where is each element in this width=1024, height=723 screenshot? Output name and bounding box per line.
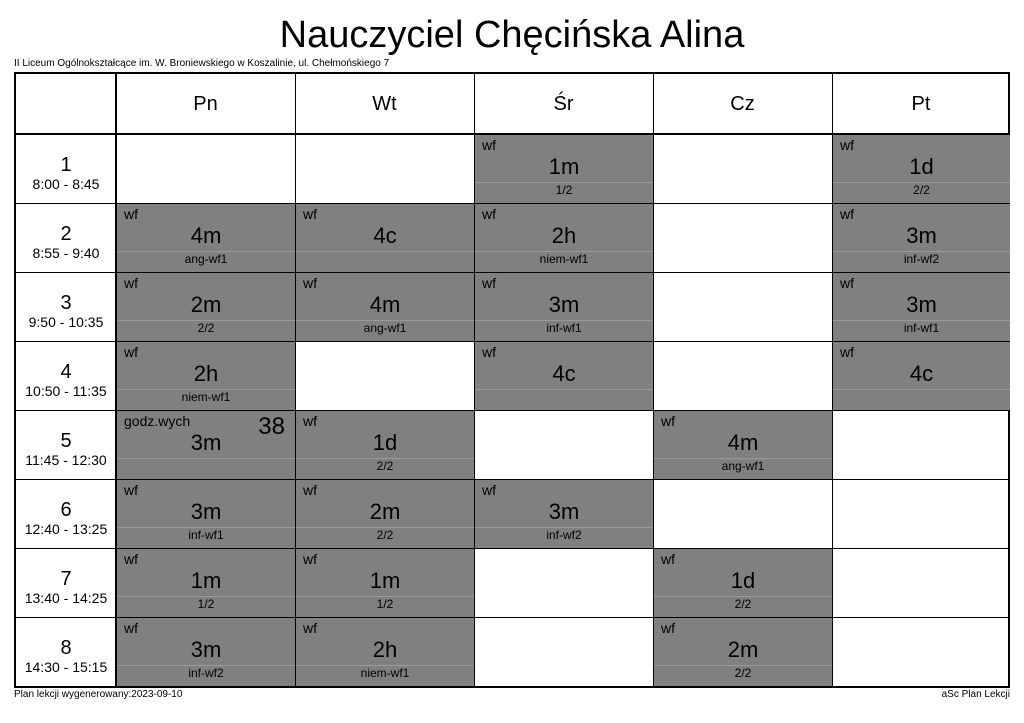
lesson-subject: wf (124, 551, 138, 567)
lesson-subject: wf (482, 275, 496, 291)
period-number: 6 (60, 499, 72, 521)
lesson-subject: wf (124, 344, 138, 360)
lesson-class: 3m (190, 499, 222, 524)
lesson-group: niem-wf1 (181, 390, 231, 404)
lesson-group: 1/2 (197, 597, 215, 611)
lesson-group: 1/2 (555, 183, 573, 197)
lesson-divider (117, 458, 295, 459)
period-number: 8 (60, 637, 72, 659)
lesson-class: 3m (548, 292, 580, 317)
lesson-cell (296, 549, 474, 617)
lesson-subject: wf (303, 206, 317, 222)
lesson-divider (833, 389, 1010, 390)
lesson-subject: wf (840, 137, 854, 153)
lesson-subject: wf (482, 344, 496, 360)
lesson-cell (117, 342, 295, 410)
period-time: 9:50 - 10:35 (28, 314, 104, 330)
lesson-group: inf-wf2 (188, 666, 224, 680)
lesson-group: niem-wf1 (360, 666, 410, 680)
lesson-subject: wf (303, 275, 317, 291)
lesson-class: 3m (190, 637, 222, 662)
day-header: Śr (553, 92, 574, 115)
day-header: Cz (730, 92, 755, 115)
lesson-class: 2m (190, 292, 222, 317)
lesson-subject: wf (124, 620, 138, 636)
period-time: 8:00 - 8:45 (32, 176, 100, 192)
lesson-cell (296, 411, 474, 479)
lesson-cell (833, 204, 1010, 272)
lesson-cell (654, 411, 832, 479)
lesson-cell (117, 204, 295, 272)
lesson-class: 2m (369, 499, 401, 524)
lesson-class: 4m (369, 292, 401, 317)
lesson-cell (475, 480, 653, 548)
lesson-subject: wf (482, 482, 496, 498)
period-time: 14:30 - 15:15 (24, 659, 108, 675)
school-name: II Liceum Ogólnokształcące im. W. Broniewskiego w Koszalinie, ul. Chełmońskiego 7 (14, 58, 390, 69)
period-cell (16, 548, 116, 617)
lesson-class: 1m (190, 568, 222, 593)
generated-date: Plan lekcji wygenerowany:2023-09-10 (14, 689, 183, 700)
lesson-class: 3m (906, 223, 937, 248)
lesson-cell (117, 411, 295, 479)
app-credit: aSc Plan Lekcji (941, 689, 1010, 700)
day-header: Wt (372, 92, 397, 115)
period-cell (16, 479, 116, 548)
lesson-group: inf-wf1 (903, 321, 940, 335)
period-time: 8:55 - 9:40 (32, 245, 100, 261)
lesson-group: 2/2 (734, 597, 752, 611)
lesson-cell (296, 480, 474, 548)
lesson-subject: wf (840, 206, 854, 222)
lesson-cell (117, 480, 295, 548)
lesson-class: 2m (727, 637, 759, 662)
lesson-class: 2h (372, 637, 398, 662)
timetable-grid (14, 72, 1010, 688)
lesson-group: ang-wf1 (363, 321, 407, 335)
lesson-subject: wf (661, 551, 675, 567)
lesson-cell (475, 135, 653, 203)
lesson-subject: wf (303, 482, 317, 498)
lesson-cell (475, 273, 653, 341)
lesson-cell (296, 204, 474, 272)
lesson-class: 1d (730, 568, 756, 593)
lesson-divider (296, 251, 474, 252)
lesson-cell (833, 342, 1010, 410)
lesson-group: 2/2 (734, 666, 752, 680)
lesson-group: ang-wf1 (721, 459, 765, 473)
period-number: 2 (60, 223, 72, 245)
lesson-class: 4c (909, 361, 934, 386)
lesson-group: inf-wf1 (188, 528, 224, 542)
lesson-subject: wf (124, 482, 138, 498)
lesson-subject: wf (303, 413, 317, 429)
lesson-class: 4c (552, 361, 576, 386)
page-title: Nauczyciel Chęcińska Alina (279, 14, 745, 56)
lesson-subject: wf (482, 206, 496, 222)
lesson-cell (296, 618, 474, 686)
lesson-cell (296, 273, 474, 341)
lesson-cell (833, 273, 1010, 341)
lesson-cell (475, 342, 653, 410)
lesson-subject: wf (661, 620, 675, 636)
lesson-subject: wf (303, 620, 317, 636)
lesson-subject: wf (840, 275, 854, 291)
lesson-room: 38 (258, 413, 285, 440)
lesson-group: ang-wf1 (184, 252, 228, 266)
lesson-group: 2/2 (376, 528, 394, 542)
day-header: Pn (193, 92, 218, 115)
period-cell (16, 410, 116, 479)
lesson-class: 1m (548, 154, 580, 179)
lesson-class: 4c (373, 223, 397, 248)
lesson-class: 3m (548, 499, 580, 524)
lesson-group: 2/2 (197, 321, 215, 335)
lesson-class: 3m (906, 292, 937, 317)
lesson-group: inf-wf1 (546, 321, 582, 335)
lesson-group: 2/2 (376, 459, 394, 473)
lesson-cell (117, 549, 295, 617)
lesson-cell (475, 204, 653, 272)
lesson-subject: wf (840, 344, 854, 360)
period-cell (16, 134, 116, 203)
lesson-subject: wf (124, 206, 138, 222)
period-cell (16, 272, 116, 341)
lesson-group: niem-wf1 (539, 252, 589, 266)
lesson-subject: wf (482, 137, 496, 153)
lesson-subject: wf (303, 551, 317, 567)
lesson-cell (654, 549, 832, 617)
lesson-subject: wf (661, 413, 675, 429)
lesson-class: 4m (190, 223, 222, 248)
period-number: 1 (60, 154, 72, 176)
lesson-class: 1d (372, 430, 398, 455)
lesson-group: 1/2 (376, 597, 394, 611)
period-cell (16, 617, 116, 686)
lesson-subject: godz.wych (124, 413, 191, 429)
period-time: 10:50 - 11:35 (25, 383, 107, 399)
day-header: Pt (911, 92, 931, 115)
period-number: 7 (60, 568, 72, 590)
lesson-class: 1d (909, 154, 934, 179)
lesson-class: 1m (369, 568, 401, 593)
lesson-cell (117, 273, 295, 341)
lesson-class: 2h (551, 223, 577, 248)
period-time: 13:40 - 14:25 (24, 590, 108, 606)
lesson-group: 2/2 (913, 183, 930, 197)
lesson-cell (654, 618, 832, 686)
lesson-cell (833, 135, 1010, 203)
lesson-divider (475, 389, 653, 390)
lesson-group: inf-wf2 (903, 252, 940, 266)
period-number: 3 (60, 292, 72, 314)
lesson-class: 3m (190, 430, 222, 455)
period-time: 11:45 - 12:30 (25, 452, 107, 468)
lesson-group: inf-wf2 (546, 528, 582, 542)
lesson-class: 4m (727, 430, 759, 455)
period-cell (16, 341, 116, 410)
lesson-class: 2h (193, 361, 219, 386)
period-number: 4 (60, 361, 72, 383)
period-number: 5 (60, 430, 72, 452)
lesson-cell (117, 618, 295, 686)
period-time: 12:40 - 13:25 (24, 521, 108, 537)
lesson-subject: wf (124, 275, 138, 291)
period-cell (16, 203, 116, 272)
